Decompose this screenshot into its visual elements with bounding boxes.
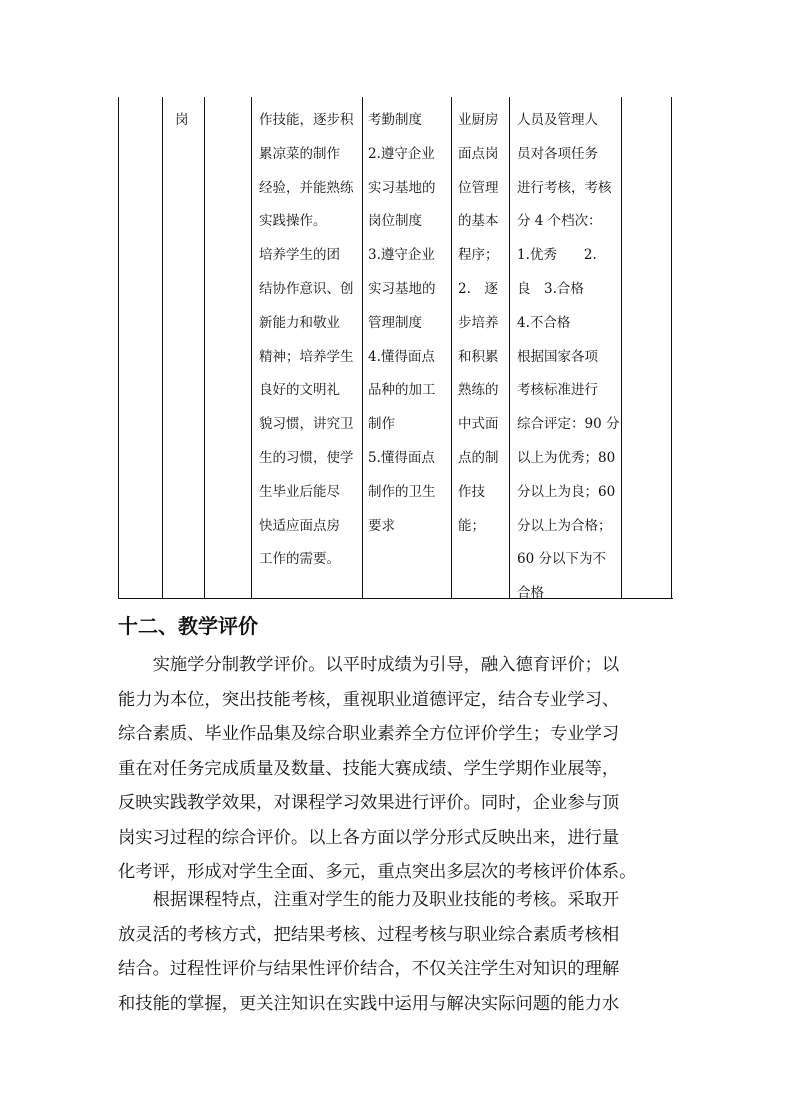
cell-line: 中式面 — [458, 416, 499, 433]
table-column-divider — [621, 97, 622, 599]
cell-line: 累凉菜的制作 — [259, 145, 340, 162]
cell-line: 精神；培养学生 — [259, 348, 354, 365]
cell-line: 生毕业后能尽 — [259, 483, 340, 500]
cell-line: 业厨房 — [458, 112, 499, 128]
cell-line: 60 分以下为不 — [517, 551, 606, 568]
cell-line: 4.懂得面点 — [368, 348, 435, 365]
cell-line: 步培养 — [458, 314, 499, 331]
cell-line: 实习基地的 — [368, 179, 436, 196]
cell-line: 要求 — [368, 517, 395, 534]
table-cell-content — [458, 104, 499, 543]
cell-line: 进行考核，考核 — [517, 179, 612, 196]
cell-line: 能； — [458, 517, 485, 534]
cell-line: 制作 — [368, 416, 395, 433]
paragraph-line: 能力为本位，突出技能考核，重视职业道德评定，结合专业学习、 — [118, 689, 620, 710]
table-border-right — [671, 97, 672, 599]
cell-line: 良好的文明礼 — [259, 382, 340, 399]
cell-line: 2.遵守企业 — [368, 145, 435, 162]
cell-line: 位管理 — [458, 179, 499, 196]
cell-line: 面点岗 — [458, 145, 499, 162]
paragraph-line: 岗实习过程的综合评价。以上各方面以学分形式反映出来，进行量 — [118, 827, 620, 848]
cell-line: 和积累 — [458, 348, 499, 365]
table-column-divider — [451, 97, 452, 599]
paragraph-line: 根据课程特点，注重对学生的能力及职业技能的考核。采取开 — [118, 890, 620, 910]
cell-line: 点的制 — [458, 449, 499, 466]
paragraph-line: 实施学分制教学评价。以平时成绩为引导，融入德育评价；以 — [118, 655, 620, 675]
cell-line: 分以上为良；60 — [517, 483, 616, 500]
cell-line: 2. 逐 — [458, 280, 498, 297]
cell-line: 分以上为合格； — [517, 517, 612, 534]
cell-line: 分 4 个档次： — [517, 213, 602, 230]
cell-line: 考勤制度 — [368, 112, 422, 128]
cell-line: 良 3.合格 — [517, 280, 584, 297]
paragraph-line: 化考评，形成对学生全面、多元，重点突出多层次的考核评价体系。 — [118, 862, 637, 882]
table-column-divider — [204, 97, 205, 599]
table-cell-assessment — [517, 104, 619, 611]
table-column-divider — [251, 97, 252, 599]
paragraph-line: 结合。过程性评价与结果性评价结合，不仅关注学生对知识的理解 — [118, 959, 620, 979]
cell-line: 考核标准进行 — [517, 382, 598, 399]
paragraph-line: 重在对任务完成质量及数量、技能大赛成绩、学生学期作业展等， — [118, 758, 620, 779]
cell-line: 品种的加工 — [368, 382, 436, 399]
paragraph-assessment-method — [118, 883, 678, 1021]
cell-line: 经验，并能熟练 — [259, 179, 354, 196]
cell-line: 的基本 — [458, 213, 499, 230]
cell-line: 快适应面点房 — [259, 517, 340, 534]
curriculum-table — [118, 97, 673, 602]
cell-line: 5.懂得面点 — [368, 449, 435, 466]
cell-line: 作技能，逐步积 — [259, 112, 354, 128]
cell-line: 岗 — [175, 112, 189, 128]
table-column-divider — [509, 97, 510, 599]
cell-line: 3.遵守企业 — [368, 247, 435, 264]
cell-line: 作技 — [458, 483, 485, 500]
cell-line: 以上为优秀；80 — [517, 449, 616, 466]
paragraph-line: 放灵活的考核方式，把结果考核、过程考核与职业综合素质考核相 — [118, 924, 620, 945]
table-cell-requirements — [368, 104, 436, 543]
cell-line: 4.不合格 — [517, 314, 571, 331]
cell-line: 实习基地的 — [368, 280, 436, 297]
paragraph-line: 和技能的掌握，更关注知识在实践中运用与解决实际问题的能力水 — [118, 993, 620, 1014]
section-heading: 十二、教学评价 — [118, 614, 258, 638]
table-column-divider — [162, 97, 163, 599]
cell-line: 合格 — [517, 585, 544, 602]
cell-line: 人员及管理人 — [517, 112, 598, 128]
paragraph-evaluation — [118, 648, 678, 890]
cell-line: 岗位制度 — [368, 213, 422, 230]
cell-line: 生的习惯，使学 — [259, 449, 354, 466]
cell-line: 培养学生的团 — [259, 247, 340, 264]
cell-line: 结协作意识、创 — [259, 280, 354, 297]
cell-line: 程序； — [458, 247, 499, 264]
paragraph-line: 综合素质、毕业作品集及综合职业素养全方位评价学生；专业学习 — [118, 724, 620, 744]
cell-line: 新能力和敬业 — [259, 314, 340, 331]
table-border-left — [118, 97, 119, 599]
table-column-divider — [362, 97, 363, 599]
cell-line: 1.优秀 2. — [517, 247, 597, 264]
cell-line: 熟练的 — [458, 382, 499, 399]
paragraph-line: 反映实践教学效果，对课程学习效果进行评价。同时，企业参与顶 — [118, 793, 620, 813]
cell-line: 制作的卫生 — [368, 483, 436, 500]
cell-line: 综合评定：90 分 — [517, 416, 620, 433]
cell-line: 貌习惯，讲究卫 — [259, 416, 354, 433]
cell-line: 工作的需要。 — [259, 551, 340, 568]
table-cell-skill-goal — [259, 104, 354, 577]
cell-line: 管理制度 — [368, 314, 422, 331]
cell-line: 员对各项任务 — [517, 145, 598, 162]
table-cell-position — [175, 104, 189, 138]
cell-line: 根据国家各项 — [517, 348, 598, 365]
cell-line: 实践操作。 — [259, 213, 327, 230]
